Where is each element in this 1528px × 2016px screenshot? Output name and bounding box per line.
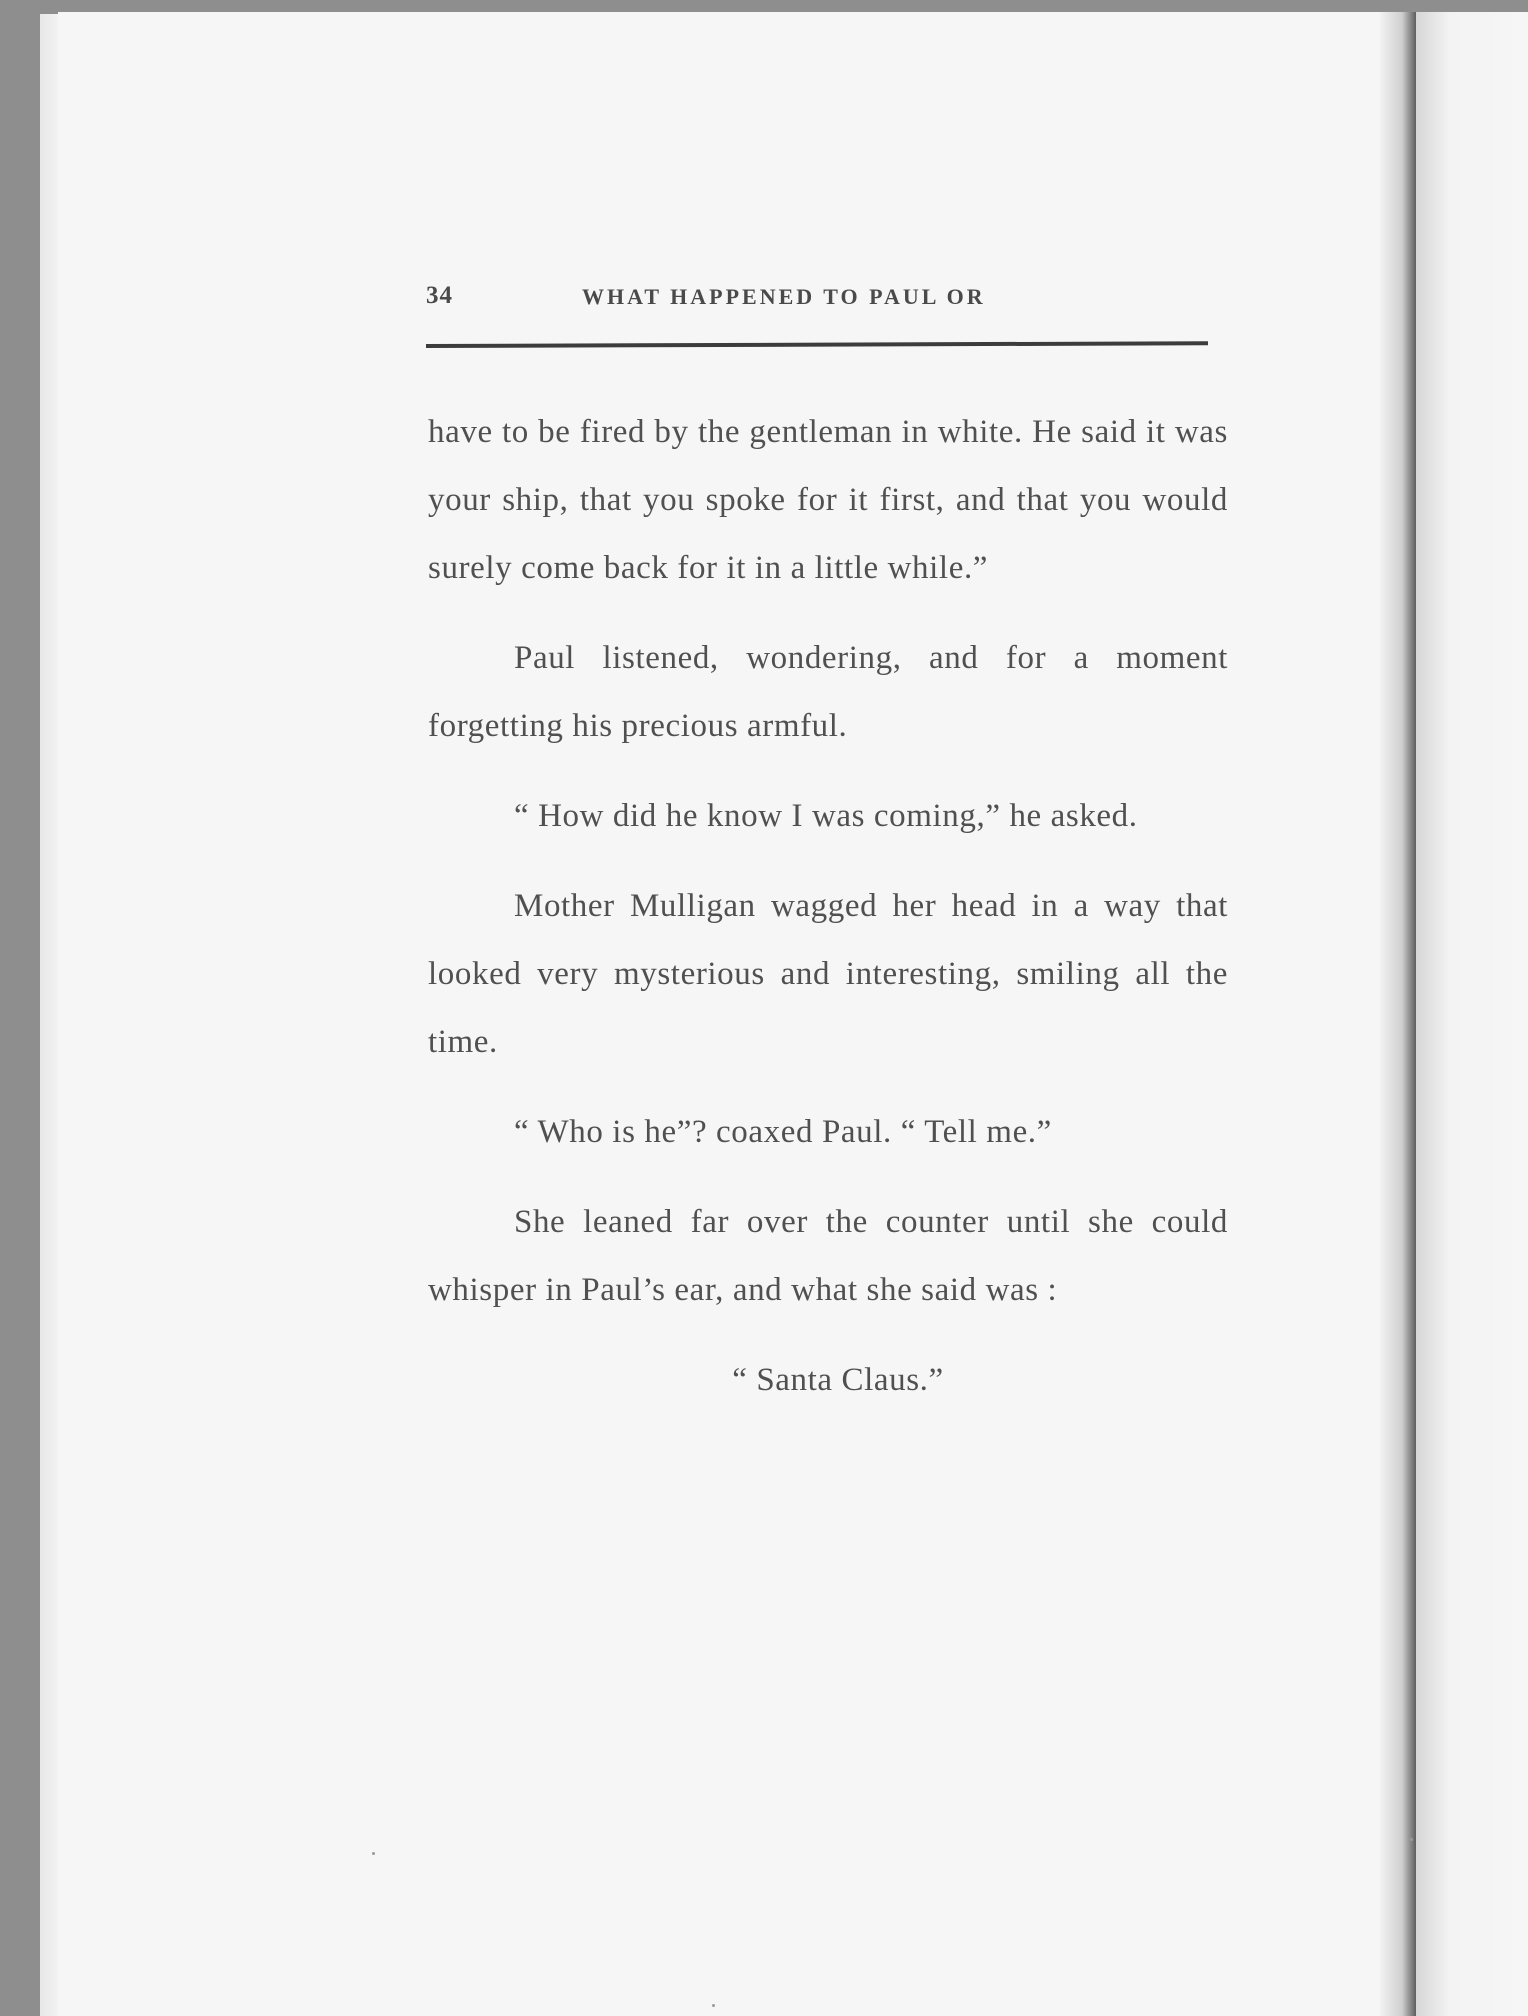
gutter-shadow — [1380, 12, 1420, 2016]
page-number: 34 — [426, 282, 453, 309]
scan-speck — [372, 1852, 375, 1855]
facing-page-edge — [1416, 12, 1528, 2016]
closing-line: “ Santa Claus.” — [732, 1362, 944, 1398]
paragraph: Mother Mulligan wagged her head in a way that looked very mysterious and interesting, smiling all the time. — [428, 888, 1228, 1060]
paragraph: “ Who is he”? coaxed Paul. “ Tell me.” — [514, 1114, 1052, 1150]
paragraph: Paul listened, wondering, and for a moment forgetting his precious armful. — [428, 640, 1228, 744]
scan-speck — [712, 2004, 715, 2007]
scan-speck — [1410, 1838, 1413, 1841]
paragraph: “ How did he know I was coming,” he asked. — [514, 798, 1138, 834]
page-edge — [40, 14, 60, 2016]
running-head: WHAT HAPPENED TO PAUL OR — [582, 284, 986, 309]
body-text — [428, 398, 1228, 1436]
paragraph: She leaned far over the counter until she could whisper in Paul’s ear, and what she said was : — [428, 1204, 1228, 1308]
paragraph: have to be fired by the gentleman in white. He said it was your ship, that you spoke for it first, and that you would surely come back for it in a little while.” — [428, 414, 1228, 586]
